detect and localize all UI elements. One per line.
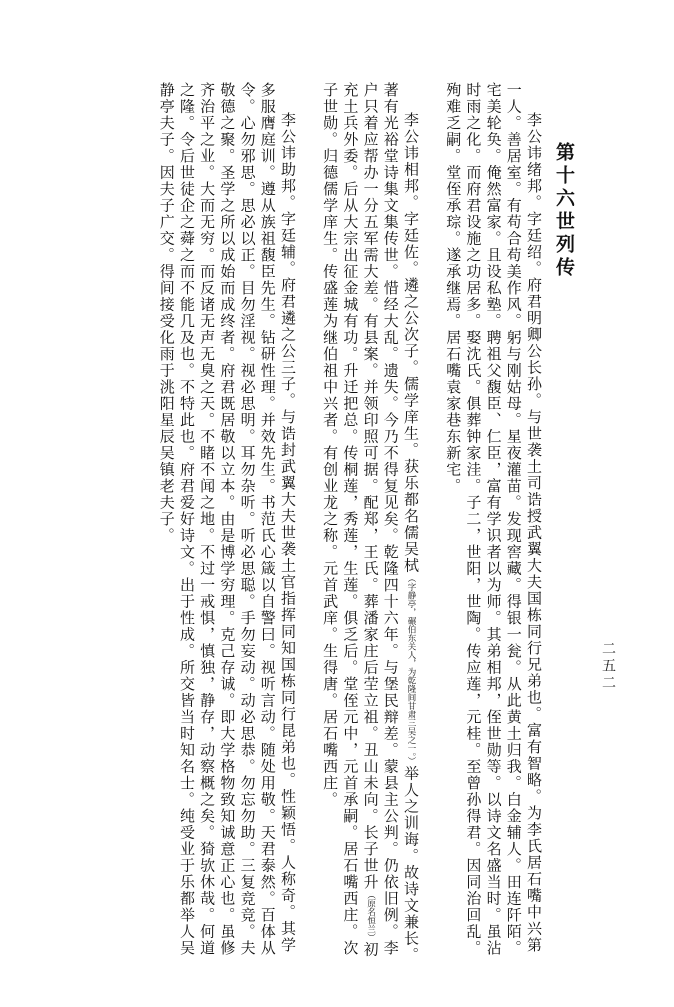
page-number: 二五二 (600, 641, 616, 692)
biography-text: 初充土兵外委。后从大宗出征金城有功。升迁把总。传桐莲，秀莲，生莲。俱乏后。堂侄元中，元首承嗣。居石嘴西庄。次子世勋。归德儒学庠生。传盛莲为继伯祖中兴者。有创业龙之称。元首武庠。生得唐。居石嘴西庄。 (321, 82, 380, 958)
biography-text: 举人之训诲。故诗文兼长。著有光裕堂诗集文集传世。惜经大乱。遗失。今乃不得复见矣。乾隆四十六年。与堡民辩差。蒙县主公判。仍依旧例。李户只着应帮办一分五军需大差。有县案。并领印照可据。配郑，王氏。葬潘家庄后茔立祖。丑山未向。长子世升 (361, 82, 420, 964)
biography-xu-bang: 李公讳绪邦。字廷绍。府君明卿公长孙。与世袭土司诰授武翼大夫国栋同行兄弟也。富有智略。为李氏居石嘴中兴第一人。善居室。有苟合苟美作风。躬与刚姑母。星夜灌苗。发现窖藏。得银一瓮。从此黄土归我。白金辅人。田连阡陌。宅美轮奂。俺然富家。且设私塾。聘祖父馥臣、仁臣，富有学识者以为师。其弟相邦，侄世勋等。以诗文名盛当时。虽沾时雨之化。而府君设施之功居多。娶沈氏。俱葬钟家洼。子二，世阳，世陶。传应莲，元桂。至曾孙得君。因同治回乱。殉难乏嗣。堂侄承琮。遂承继焉。居石嘴袁家巷东新宅。 (444, 82, 543, 957)
biography-text: 李公讳相邦。字廷佐。遴之公次子。儒学庠生。获乐都名儒吴栻 (401, 112, 420, 574)
biography-xiang-bang (320, 82, 421, 964)
body-text (42, 82, 544, 964)
chapter-title: 第十六世列传 (553, 142, 575, 280)
biography-zhu-bang: 李公讳助邦。字廷辅。府君遴之公三子。与诰封武翼大夫世袭土官指挥同知国栋同行昆弟也。性颖悟。人称奇。其学多服膺庭训。遵从族祖馥臣先生。钻研性理。并效先生。书范氏心箴以自警曰。视听言动。随处用敬。天君泰然。百体从令。心勿邪思。思必以正。目勿淫视。视必思明。耳勿杂听。听必思聪。手勿妄动。动必思恭。勿忘勿助。三复竞竞。夫敬德之聚。圣学之所以成始而成终者。府君既居敬以立本。由是博学穷理。克己存诚。即大学格物致知诚意正心也。虽修齐治平之业。大而无穷。而反诸无声无臭之天。不睹不闻之地。不过一戒惧，慎独，静存，动察概之矣。猗欤休哉。何道之隆。令后世徒企之蕣之而不能几及也。不特此也。府君爱好诗文。出于性成。所交皆当时知名士。纯受业于乐都举人吴静亭夫子。因夫子广交。得间接受化雨于洮阳星辰吴镇老夫子。 (157, 82, 297, 957)
annotation-note: （字静亭，碾伯东关人，为乾隆间甘肃三吴之一。） (405, 574, 416, 766)
annotation-note: （原名恒兰） (365, 890, 376, 942)
